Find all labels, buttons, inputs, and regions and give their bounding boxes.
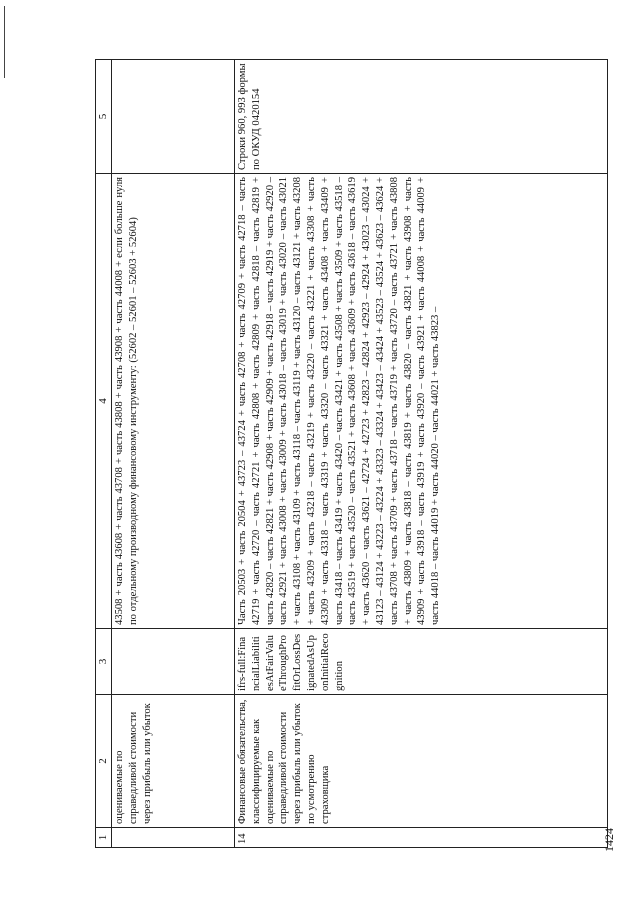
- formula-table: [95, 59, 608, 848]
- header-col-4: 4: [96, 174, 112, 629]
- header-col-1: 1: [96, 828, 112, 848]
- formula-cell: 43508 + часть 43608 + часть 43708 + часть 43808 + часть 43908 + часть 44008 + если больше нуля по отдельному производному финансовому инструменту: (52602 – 52601 – 52603 + 52604): [112, 174, 235, 629]
- indicator-name-cell: Финансовые обязательства, классифицируемые как оцениваемые по справедливой стоимости через прибыль или убыток по усмотрению страховщика: [235, 695, 608, 828]
- header-col-5: 5: [96, 60, 112, 174]
- header-row: [96, 60, 112, 848]
- indicator-name-cell: оцениваемые по справедливой стоимости через прибыль или убыток: [112, 695, 235, 828]
- margin-mark: [4, 6, 5, 78]
- note-cell: [112, 60, 235, 174]
- code-cell: ifrs-full:FinancialLiabilitiesAtFairValueThroughProfitOrLossDesignatedAsUponInitialRecognition: [235, 629, 608, 695]
- table-row: [235, 60, 608, 848]
- header-col-2: 2: [96, 695, 112, 828]
- header-col-3: 3: [96, 629, 112, 695]
- page-number: 1424: [602, 828, 616, 852]
- table-row: [112, 60, 235, 848]
- rotated-table-wrapper: [95, 60, 595, 848]
- formula-cell: Часть 20503 + часть 20504 + 43723 – 43724 + часть 42708 + часть 42709 + часть 42718 – часть 42719 + часть 42720 – часть 42721 + часть 42808 + часть 42809 + часть 42818 – часть 42819 + часть 42820 – часть 42821 + часть 42908 + часть 42909 + часть 42918 – часть 42919 + часть 42920 – часть 42921 + часть 43008 + часть 43009 + часть 43018 – часть 43019 + часть 43020 – часть 43021 + часть 43108 + часть 43109 + часть 43118 – часть 43119 + часть 43120 – часть 43121 + часть 43208 + часть 43209 + часть 43218 – часть 43219 + часть 43220 – часть 43221 + часть 43308 + часть 43309 + часть 43318 – часть 43319 + часть 43320 – часть 43321 + часть 43408 + часть 43409 + часть 43418 – часть 43419 + часть 43420 – часть 43421 + часть 43508 + часть 43509 + часть 43518 – часть 43519 + часть 43520 – часть 43521 + часть 43608 + часть 43609 + часть 43618 – часть 43619 + часть 43620 – часть 43621 – 42724 + 42723 + 42823 – 42824 + 42923 – 42924 + 43023 – 43024 + 43123 – 43124 + 43223 – 43224 + 43323 – 43324 + 43423 – 43424 + 43523 – 43524 + 43623 – 43624 + часть 43708 + часть 43709 + часть 43718 – часть 43719 + часть 43720 – часть 43721 + часть 43808 + часть 43809 + часть 43818 – часть 43819 + часть 43820 – часть 43821 + часть 43908 + часть 43909 + часть 43918 – часть 43919 + часть 43920 – часть 43921 + часть 44008 + часть 44009 + часть 44018 – часть 44019 + часть 44020 – часть 44021 + часть 43823 –: [235, 174, 608, 629]
- note-cell: Строки 960, 993 формы по ОКУД 0420154: [235, 60, 608, 174]
- row-number-cell: 14: [235, 828, 608, 848]
- code-cell: [112, 629, 235, 695]
- row-number-cell: [112, 828, 235, 848]
